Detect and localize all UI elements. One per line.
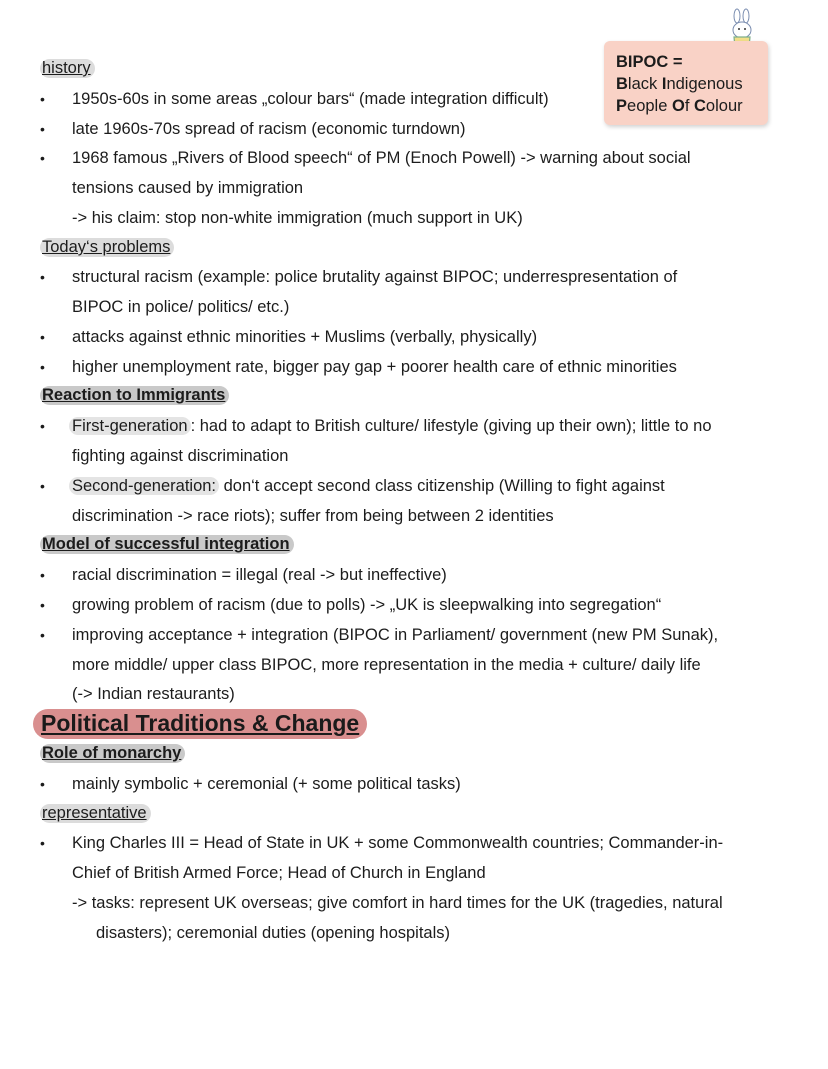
bipoc-sticky-note — [604, 41, 768, 125]
note-line-2: People Of Colour — [616, 97, 743, 115]
second-generation-label: Second-generation: — [69, 477, 219, 495]
problems-heading: Today‘s problems — [40, 238, 174, 257]
note-title: BIPOC = — [616, 53, 683, 71]
page-section-title: Political Traditions & Change — [33, 709, 367, 739]
model-heading: Model of successful integration — [40, 535, 294, 554]
history-heading: history — [40, 59, 95, 78]
monarchy-heading: Role of monarchy — [40, 744, 185, 763]
representative-heading: representative — [40, 804, 151, 823]
note-line-1: Black Indigenous — [616, 75, 743, 93]
first-generation-label: First-generation — [69, 417, 191, 435]
reaction-heading: Reaction to Immigrants — [40, 386, 229, 405]
